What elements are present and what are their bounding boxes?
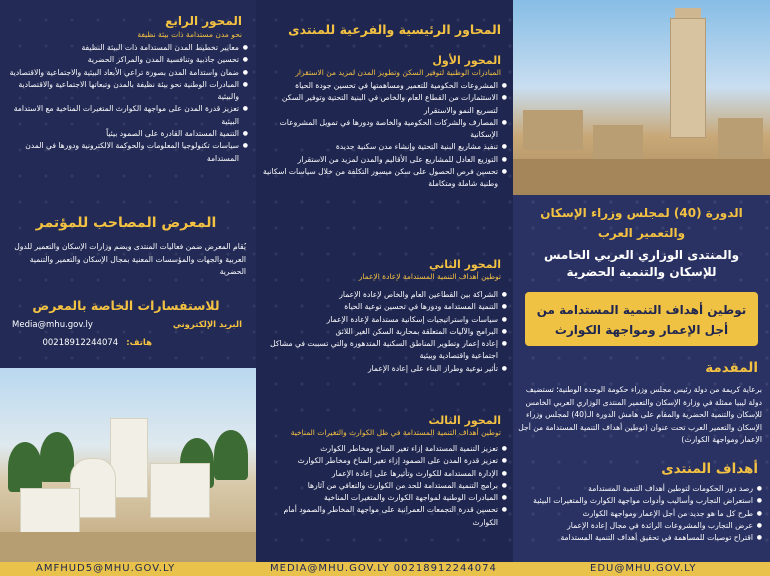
axis1-subtitle: المبادرات الوطنية لتوفير السكن وتطوير المدن لمزيد من الاستقرار [295, 68, 501, 77]
list-item: ● تحسين جاذبية وتنافسية المدن والمراكز الحضرية [8, 54, 248, 66]
email-link[interactable]: Media@mhu.gov.ly [12, 320, 93, 330]
phone-number: 00218912244074 [42, 338, 119, 348]
edition-title: الدورة (40) لمجلس وزراء الإسكان والتعمير العرب [540, 206, 743, 240]
list-item: ● طرح كل ما هو جديد من أجل الإعمار ومواجهة الكوارث [518, 508, 762, 520]
list-item: ● الشراكة بين القطاعين العام والخاص لإعادة الإعمار [263, 289, 507, 301]
list-item: ● التوزيع العادل للمشاريع على الأقاليم والمدن لمزيد من الاستقرار [263, 154, 507, 166]
oasis-town-photo [0, 368, 256, 562]
goals-list [518, 483, 762, 544]
list-item: ● تعزيز التنمية المستدامة إزاء تغير المناخ ومخاطر الكوارث [263, 443, 507, 455]
axes-title: المحاور الرئيسية والفرعية للمنتدى [288, 22, 501, 37]
list-item: ● المشروعات الحكومية للتعمير ومساهمتها في تحسين جودة الحياة [263, 80, 507, 92]
introduction-title: المقدمة [705, 360, 758, 376]
list-item: ● الاستثمارات من القطاع العام والخاص في البنية التحتية وتوفير السكن لتسريع النمو والاستقرار [263, 92, 507, 117]
inquiries-title: للاستفسارات الخاصة بالمعرض [32, 298, 220, 313]
list-item: ● استعراض التجارب وأساليب وأدوات مواجهة الكوارث والمتغيرات البيئية [518, 495, 762, 507]
list-item: ● التنمية المستدامة ودورها في تحسين نوعية الحياة [263, 301, 507, 313]
ruin-wall [718, 118, 763, 158]
axis4-list [8, 42, 248, 165]
list-item: ● تنفيذ مشاريع البنية التحتية وإنشاء مدن سكنية جديدة [263, 141, 507, 153]
list-item: ● المبادرات الوطنية لمواجهة الكوارث والمتغيرات المناخية [263, 492, 507, 504]
phone-row [12, 338, 242, 348]
email-row [12, 320, 242, 330]
footer-email-edu[interactable]: EDU@MHU.GOV.LY [590, 563, 697, 574]
palm-tree-icon [8, 442, 42, 492]
list-item: ● الإدارة المستدامة للكوارث وتأثيرها على إعادة الإعمار [263, 468, 507, 480]
axis2-subtitle: توطين أهداف التنمية المستدامة لإعادة الإعمار [358, 272, 501, 281]
list-item: ● إعادة إعمار وتطوير المناطق السكنية المتدهورة والتي تسببت في مشاكل اجتماعية واقتصادية وبيئية [263, 338, 507, 363]
list-item: ● برامج التنمية المستدامة للحد من الكوارث والتعافي من آثارها [263, 480, 507, 492]
ruin-wall [523, 110, 583, 150]
middle-panel [256, 0, 513, 562]
theme-text: توطين أهداف التنمية المستدامة من أجل الإعمار ومواجهة الكوارث [536, 303, 747, 337]
white-building [20, 488, 80, 533]
ground [0, 532, 256, 562]
list-item: ● اقتراح توصيات للمساهمة في تحقيق أهداف التنمية المستدامة [518, 532, 762, 544]
palm-tree-icon [40, 432, 74, 482]
footer-media-contact[interactable]: MEDIA@MHU.GOV.LY 00218912244074 [270, 563, 497, 574]
list-item: ● المبادرات الوطنية نحو بيئة نظيفة بالمدن وتبعاتها الاجتماعية والاقتصادية والبيئية [8, 79, 248, 104]
list-item: ● المصارف والشركات الحكومية والخاصة ودورها في تمويل المشروعات الإسكانية [263, 117, 507, 142]
list-item: ● البرامج والآليات المتعلقة بمحاربة السكن الغير اللائق [263, 326, 507, 338]
list-item: ● التنمية المستدامة القادرة على الصمود بيئياً [8, 128, 248, 140]
axis4-subtitle: نحو مدن مستدامة ذات بيئة نظيفة [137, 30, 242, 39]
left-panel [0, 0, 256, 562]
footer-email-forum[interactable]: AMFHUD5@MHU.GOV.LY [36, 563, 176, 574]
list-item: ● ضمان واستدامة المدن بصورة تراعي الأبعاد البيئية والاجتماعية والاقتصادية [8, 67, 248, 79]
email-label: البريد الإلكتروني [172, 320, 242, 330]
axis3-title: المحور الثالث [428, 414, 501, 427]
list-item: ● سياسات واستراتيجيات إسكانية مستدامة لإعادة الإعمار [263, 314, 507, 326]
footer-bar [0, 562, 770, 576]
exhibition-title: المعرض المصاحب للمؤتمر [35, 215, 217, 231]
list-item: ● سياسات تكنولوجيا المعلومات والحوكمة الالكترونية ودورها في المدن المستدامة [8, 140, 248, 165]
axis2-title: المحور الثاني [428, 258, 501, 271]
list-item: ● معايير تخطيط المدن المستدامة ذات البيئة النظيفة [8, 42, 248, 54]
list-item: ● تعزيز قدرة المدن على الصمود إزاء تغير المناخ ومخاطر الكوارث [263, 455, 507, 467]
axis4-title: المحور الرابع [165, 14, 242, 28]
axis3-subtitle: توطين أهداف التنمية المستدامة في ظل الكوارث والتغيرات المناخية [290, 428, 501, 437]
ground [513, 159, 770, 195]
phone-label: هاتف: [126, 338, 152, 348]
axis1-title: المحور الأول [432, 54, 501, 67]
minaret [670, 18, 706, 138]
goals-title: أهداف المنتدى [661, 461, 758, 477]
exhibition-text: يُقام المعرض ضمن فعاليات المنتدى ويضم وزارات الإسكان والتعمير للدول العربية والجهات والمؤسسات المعنية بمجال الإسكان والتعمير والتنمية الحضرية [14, 242, 246, 276]
list-item: ● تعزيز قدرة المدن على مواجهة الكوارث المتغيرات المناخية مع الاستدامة البيئية [8, 103, 248, 128]
white-building [150, 463, 210, 518]
ruin-wall [593, 125, 643, 160]
palm-tree-icon [214, 430, 248, 480]
list-item: ● رصد دور الحكومات لتوطين أهداف التنمية المستدامة [518, 483, 762, 495]
right-panel [513, 0, 770, 562]
introduction-text: برعاية كريمة من دولة رئيس مجلس وزراء حكومة الوحدة الوطنية؛ تستضيف دولة ليبيا ممثلة في وزارة الإسكان والتعمير المنتدى الوزاري العربي الخامس للإسكان والتنمية الحضرية والمقام على هامش الدورة الـ(40) لمجلس وزراء الإسكان والتعمير العرب تحت عنوان (توطين أهداف التنمية المستدامة من أجل الإعمار ومواجهة الكوارث) [518, 385, 762, 444]
axis2-list [263, 289, 507, 375]
list-item: ● تحسين قدرة التجمعات العمرانية على مواجهة المخاطر والصمود أمام الكوارث [263, 504, 507, 529]
axis3-list [263, 443, 507, 529]
list-item: ● عرض التجارب والمشروعات الرائدة في مجال إعادة الإعمار [518, 520, 762, 532]
forum-title: والمنتدى الوزاري العربي الخامس للإسكان والتنمية الحضرية [543, 248, 740, 279]
minaret-photo [513, 0, 770, 195]
list-item: ● تحسين فرص الحصول على سكن ميسور التكلفة من خلال سياسات اسكانية وطنية شاملة ومتكاملة [263, 166, 507, 191]
axis1-list [263, 80, 507, 191]
list-item: ● تأثير نوعية وطراز البناء على إعادة الإعمار [263, 363, 507, 375]
